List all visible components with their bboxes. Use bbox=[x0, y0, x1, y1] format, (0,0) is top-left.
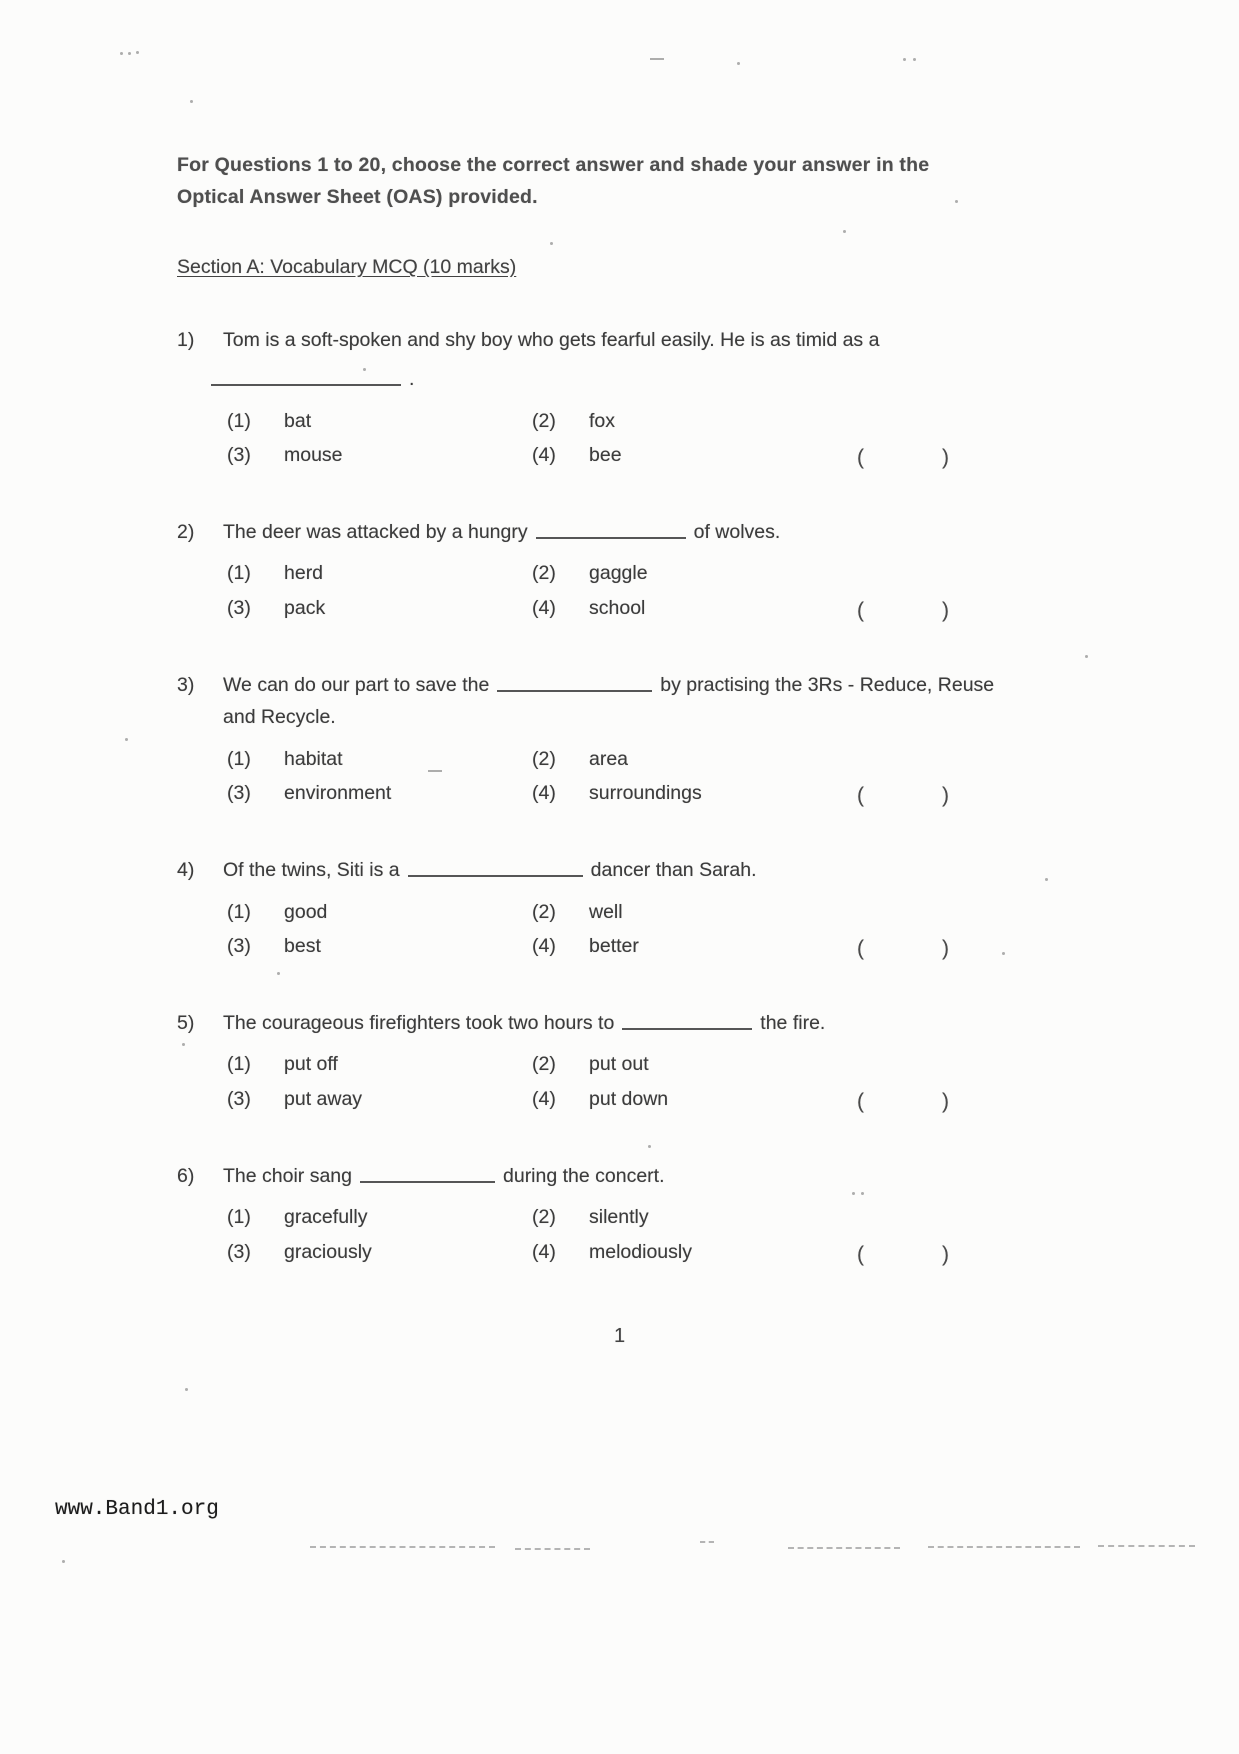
instructions-text: For Questions 1 to 20, choose the correct answer and shade your answer in the Optical Answer Sheet (OAS) provided. bbox=[177, 154, 930, 208]
answer-option bbox=[532, 560, 837, 587]
scan-speck bbox=[737, 62, 740, 65]
question-stem-line2: and Recycle. bbox=[223, 706, 336, 729]
option-text: environment bbox=[284, 781, 392, 804]
answer-option bbox=[227, 408, 532, 435]
fill-in-blank bbox=[536, 534, 686, 539]
option-number: (1) bbox=[227, 747, 251, 770]
answer-bracket bbox=[857, 1240, 949, 1269]
option-text: good bbox=[284, 900, 328, 923]
options-group bbox=[227, 746, 1067, 808]
answer-option bbox=[532, 1239, 837, 1266]
scan-dash bbox=[650, 58, 664, 60]
scan-speck bbox=[277, 972, 280, 975]
option-text: area bbox=[589, 747, 629, 770]
scan-speck bbox=[190, 100, 193, 103]
options-group bbox=[227, 1051, 1067, 1113]
question-stem-after: the fire. bbox=[760, 1012, 826, 1035]
scan-speck bbox=[363, 368, 366, 371]
option-number: (2) bbox=[532, 1206, 556, 1229]
site-watermark: www.Band1.org bbox=[55, 1498, 219, 1521]
option-text: melodiously bbox=[589, 1240, 692, 1263]
question-stem-after: of wolves. bbox=[693, 521, 781, 544]
scan-speck bbox=[185, 1388, 188, 1391]
option-number: (1) bbox=[227, 1053, 251, 1076]
question-stem: Of the twins, Siti is a bbox=[223, 859, 400, 882]
scan-dash-line bbox=[700, 1541, 714, 1543]
option-text: better bbox=[589, 934, 639, 957]
scan-speck bbox=[843, 230, 846, 233]
options-group bbox=[227, 560, 1067, 622]
scan-dash-line bbox=[310, 1546, 495, 1548]
scan-speck bbox=[550, 242, 553, 245]
option-number: (2) bbox=[532, 747, 556, 770]
options-group bbox=[227, 408, 1067, 470]
answer-option bbox=[532, 933, 837, 960]
answer-option bbox=[227, 1239, 532, 1266]
scan-speck bbox=[125, 738, 128, 741]
fill-in-blank bbox=[497, 687, 652, 692]
scan-speck bbox=[120, 52, 123, 55]
answer-option bbox=[532, 1051, 837, 1078]
scan-speck bbox=[1045, 878, 1048, 881]
answer-option bbox=[227, 442, 532, 469]
option-number: (4) bbox=[532, 1087, 556, 1110]
option-number: (2) bbox=[532, 562, 556, 585]
option-text: put away bbox=[284, 1087, 363, 1110]
bracket-open: ( bbox=[857, 783, 864, 807]
answer-option bbox=[227, 933, 532, 960]
question-stem-after: dancer than Sarah. bbox=[590, 859, 757, 882]
option-text: herd bbox=[284, 562, 324, 585]
option-number: (2) bbox=[532, 1053, 556, 1076]
answer-option bbox=[227, 595, 532, 622]
answer-bracket bbox=[857, 781, 949, 810]
option-number: (1) bbox=[227, 409, 251, 432]
option-number: (1) bbox=[227, 562, 251, 585]
option-text: gaggle bbox=[589, 562, 648, 585]
option-text: well bbox=[589, 900, 623, 923]
answer-option bbox=[532, 780, 837, 807]
option-text: bat bbox=[284, 409, 312, 432]
bracket-open: ( bbox=[857, 445, 864, 469]
question-number: 3) bbox=[177, 674, 195, 697]
option-text: school bbox=[589, 596, 646, 619]
option-text: best bbox=[284, 934, 321, 957]
question-block bbox=[177, 857, 1067, 960]
bracket-open: ( bbox=[857, 936, 864, 960]
scan-speck bbox=[955, 200, 958, 203]
option-text: habitat bbox=[284, 747, 343, 770]
option-text: bee bbox=[589, 443, 622, 466]
options-group bbox=[227, 899, 1067, 961]
option-text: mouse bbox=[284, 443, 343, 466]
option-text: graciously bbox=[284, 1240, 372, 1263]
answer-option bbox=[532, 408, 837, 435]
scan-speck bbox=[128, 52, 131, 55]
bracket-close: ) bbox=[942, 1242, 949, 1266]
answer-bracket bbox=[857, 443, 949, 472]
option-number: (4) bbox=[532, 934, 556, 957]
answer-option bbox=[227, 1204, 532, 1231]
question-stem-after: by practising the 3Rs - Reduce, Reuse bbox=[660, 674, 995, 697]
bracket-open: ( bbox=[857, 598, 864, 622]
fill-in-blank bbox=[408, 872, 583, 877]
fill-in-blank bbox=[622, 1025, 752, 1030]
option-number: (3) bbox=[227, 781, 251, 804]
scan-speck bbox=[903, 58, 906, 61]
question-block bbox=[177, 1010, 1067, 1113]
question-number: 6) bbox=[177, 1165, 195, 1188]
option-text: gracefully bbox=[284, 1206, 368, 1229]
scan-dash bbox=[428, 770, 442, 772]
answer-option bbox=[532, 595, 837, 622]
answer-option bbox=[532, 899, 837, 926]
fill-in-blank bbox=[211, 381, 401, 386]
question-block bbox=[177, 672, 1067, 807]
bracket-close: ) bbox=[942, 936, 949, 960]
option-number: (1) bbox=[227, 900, 251, 923]
answer-bracket bbox=[857, 596, 949, 625]
option-number: (3) bbox=[227, 1240, 251, 1263]
bracket-close: ) bbox=[942, 445, 949, 469]
scan-dash-line bbox=[515, 1548, 590, 1550]
options-group bbox=[227, 1204, 1067, 1266]
fill-in-blank bbox=[360, 1178, 495, 1183]
answer-option bbox=[532, 1204, 837, 1231]
scan-speck bbox=[136, 51, 139, 54]
scan-dash-line bbox=[928, 1546, 1080, 1548]
question-stem: We can do our part to save the bbox=[223, 674, 490, 697]
bracket-close: ) bbox=[942, 1089, 949, 1113]
question-stem: The courageous firefighters took two hours to bbox=[223, 1012, 615, 1035]
answer-option bbox=[227, 899, 532, 926]
option-text: put off bbox=[284, 1053, 338, 1076]
answer-option bbox=[532, 1086, 837, 1113]
question-number: 4) bbox=[177, 859, 195, 882]
option-number: (4) bbox=[532, 596, 556, 619]
scan-dash-line bbox=[788, 1547, 900, 1549]
scan-speck bbox=[182, 1043, 185, 1046]
option-text: pack bbox=[284, 596, 326, 619]
scan-speck bbox=[62, 1560, 65, 1563]
question-number: 5) bbox=[177, 1012, 195, 1035]
answer-option bbox=[532, 746, 837, 773]
question-block bbox=[177, 1163, 1067, 1266]
option-number: (4) bbox=[532, 1240, 556, 1263]
question-stem: The choir sang bbox=[223, 1165, 352, 1188]
option-number: (3) bbox=[227, 1087, 251, 1110]
answer-bracket bbox=[857, 1087, 949, 1116]
option-text: surroundings bbox=[589, 781, 702, 804]
option-number: (3) bbox=[227, 934, 251, 957]
page-number: 1 bbox=[613, 1325, 626, 1347]
question-block bbox=[177, 327, 1067, 469]
scan-speck bbox=[1085, 655, 1088, 658]
answer-option bbox=[227, 746, 532, 773]
option-number: (4) bbox=[532, 781, 556, 804]
option-number: (2) bbox=[532, 409, 556, 432]
scan-speck bbox=[861, 1192, 864, 1195]
question-number: 2) bbox=[177, 521, 195, 544]
question-list bbox=[177, 327, 1067, 1316]
option-text: put out bbox=[589, 1053, 649, 1076]
answer-option bbox=[532, 442, 837, 469]
question-number: 1) bbox=[177, 329, 195, 351]
scan-speck bbox=[852, 1192, 855, 1195]
option-text: silently bbox=[589, 1206, 649, 1229]
option-text: fox bbox=[589, 409, 616, 432]
option-number: (2) bbox=[532, 900, 556, 923]
scan-speck bbox=[1002, 952, 1005, 955]
answer-option bbox=[227, 780, 532, 807]
question-stem: Tom is a soft-spoken and shy boy who gets fearful easily. He is as timid as a bbox=[223, 329, 880, 351]
answer-option bbox=[227, 1051, 532, 1078]
answer-bracket bbox=[857, 934, 949, 963]
answer-option bbox=[227, 1086, 532, 1113]
question-stem-after: during the concert. bbox=[503, 1165, 665, 1188]
option-number: (1) bbox=[227, 1206, 251, 1229]
section-heading: Section A: Vocabulary MCQ (10 marks) bbox=[177, 256, 517, 278]
question-block bbox=[177, 519, 1067, 622]
question-stem-after: . bbox=[409, 368, 415, 391]
scan-speck bbox=[913, 58, 916, 61]
bracket-open: ( bbox=[857, 1089, 864, 1113]
option-number: (3) bbox=[227, 443, 251, 466]
option-number: (3) bbox=[227, 596, 251, 619]
answer-option bbox=[227, 560, 532, 587]
bracket-close: ) bbox=[942, 783, 949, 807]
option-text: put down bbox=[589, 1087, 669, 1110]
scan-speck bbox=[648, 1145, 651, 1148]
bracket-close: ) bbox=[942, 598, 949, 622]
bracket-open: ( bbox=[857, 1242, 864, 1266]
option-number: (4) bbox=[532, 443, 556, 466]
scan-dash-line bbox=[1098, 1545, 1195, 1547]
question-stem: The deer was attacked by a hungry bbox=[223, 521, 528, 544]
fill-in-blank-line bbox=[211, 366, 1067, 393]
